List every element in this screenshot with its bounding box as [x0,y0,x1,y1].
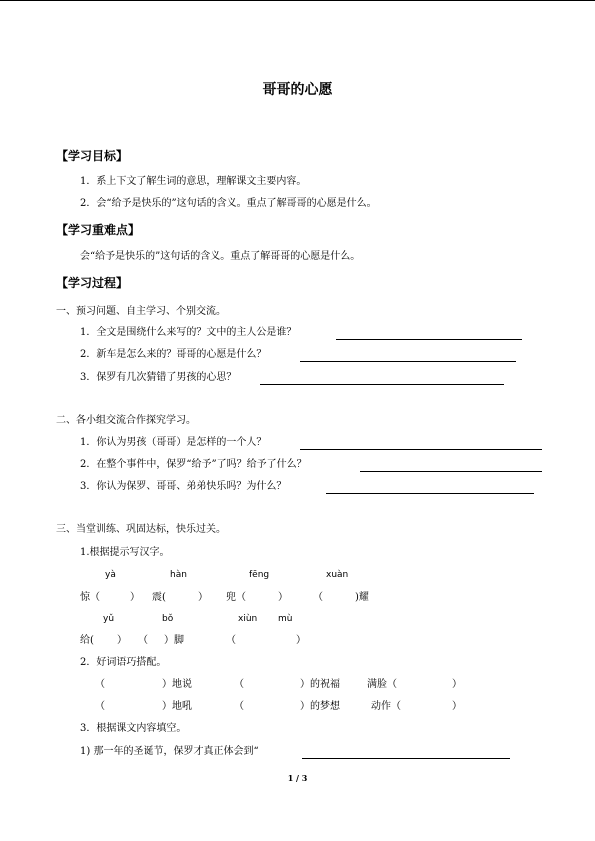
answer-line[interactable] [260,384,504,385]
answer-line[interactable] [360,471,542,472]
question-text: 3．你认为保罗、哥哥、弟弟快乐吗？为什么？ [80,481,287,492]
pinyin-label: mù [278,614,293,624]
word-prefix: 满脸（ [367,679,397,690]
blank-open: （ [95,701,105,712]
q2-title: 2．好词语巧搭配。 [80,657,167,668]
goal-item: 1．系上下文了解生词的意思，理解课文主要内容。 [80,176,307,187]
page-number: 1 / 3 [287,773,308,783]
blank-close: ） [278,592,288,603]
blank-close: )耀 [355,592,369,603]
pinyin-label: xuàn [326,570,349,580]
question-text: 1．全文是围绕什么来写的？文中的主人公是谁？ [80,327,297,338]
blank-open: 震( [152,592,166,603]
goals-heading: 【学习目标】 [56,149,129,163]
word-suffix: ）的祝福 [300,679,340,690]
word-suffix: ）地说 [162,679,192,690]
blank-close: ） [452,679,462,690]
key-points-text: 会“给予是快乐的”这句话的含义。重点了解哥哥的心愿是什么。 [80,251,361,262]
answer-line[interactable] [326,493,534,494]
question-text: 1) 那一年的圣诞节，保罗才真正体会到“ [80,746,259,757]
blank-close: ） [452,701,462,712]
blank-open: 惊（ [80,592,100,603]
blank-close: ）脚 [164,635,184,646]
question-text: 2．新车是怎么来的？哥哥的心愿是什么？ [80,349,267,360]
page-title: 哥哥的心愿 [262,82,333,98]
key-points-heading: 【学习重难点】 [56,223,141,237]
blank-close: ） [117,635,127,646]
part1-title: 一、预习问题、自主学习、个别交流。 [56,306,226,317]
question-text: 3．保罗有几次猜错了男孩的心思？ [80,372,237,383]
pinyin-label: bǒ [162,614,174,624]
answer-line[interactable] [336,339,522,340]
pinyin-label: hàn [170,570,187,580]
blank-close: ） [296,635,306,646]
blank-open: （ [226,635,236,646]
answer-line[interactable] [302,758,510,759]
answer-line[interactable] [300,361,516,362]
blank-open: （ [95,679,105,690]
q3-title: 3．根据课文内容填空。 [80,723,187,734]
blank-open: （ [138,635,148,646]
pinyin-label: yǔ [103,614,115,624]
goal-item: 2．会“给予是快乐的”这句话的含义。重点了解哥哥的心愿是什么。 [80,198,377,209]
word-suffix: ）地吼 [162,701,192,712]
pinyin-label: yà [105,570,116,580]
page-top-border [0,0,595,1]
word-suffix: ）的梦想 [300,701,340,712]
pinyin-label: fēng [249,570,270,580]
word-prefix: 动作（ [371,701,401,712]
part3-title: 三、当堂训练、巩固达标，快乐过关。 [56,524,226,535]
q1-title: 1.根据提示写汉字。 [80,547,170,558]
blank-close: ） [198,592,208,603]
blank-open: （ [313,592,323,603]
pinyin-label: xiùn [238,614,258,624]
answer-line[interactable] [300,449,542,450]
question-text: 2．在整个事件中，保罗“给予”了吗？给予了什么？ [80,459,307,470]
blank-close: ） [130,592,140,603]
part2-title: 二、各小组交流合作探究学习。 [56,415,196,426]
blank-open: 给( [80,635,94,646]
process-heading: 【学习过程】 [56,276,129,290]
question-text: 1．你认为男孩（哥哥）是怎样的一个人？ [80,437,267,448]
blank-open: （ [234,701,244,712]
blank-open: （ [234,679,244,690]
blank-open: 兜（ [226,592,246,603]
